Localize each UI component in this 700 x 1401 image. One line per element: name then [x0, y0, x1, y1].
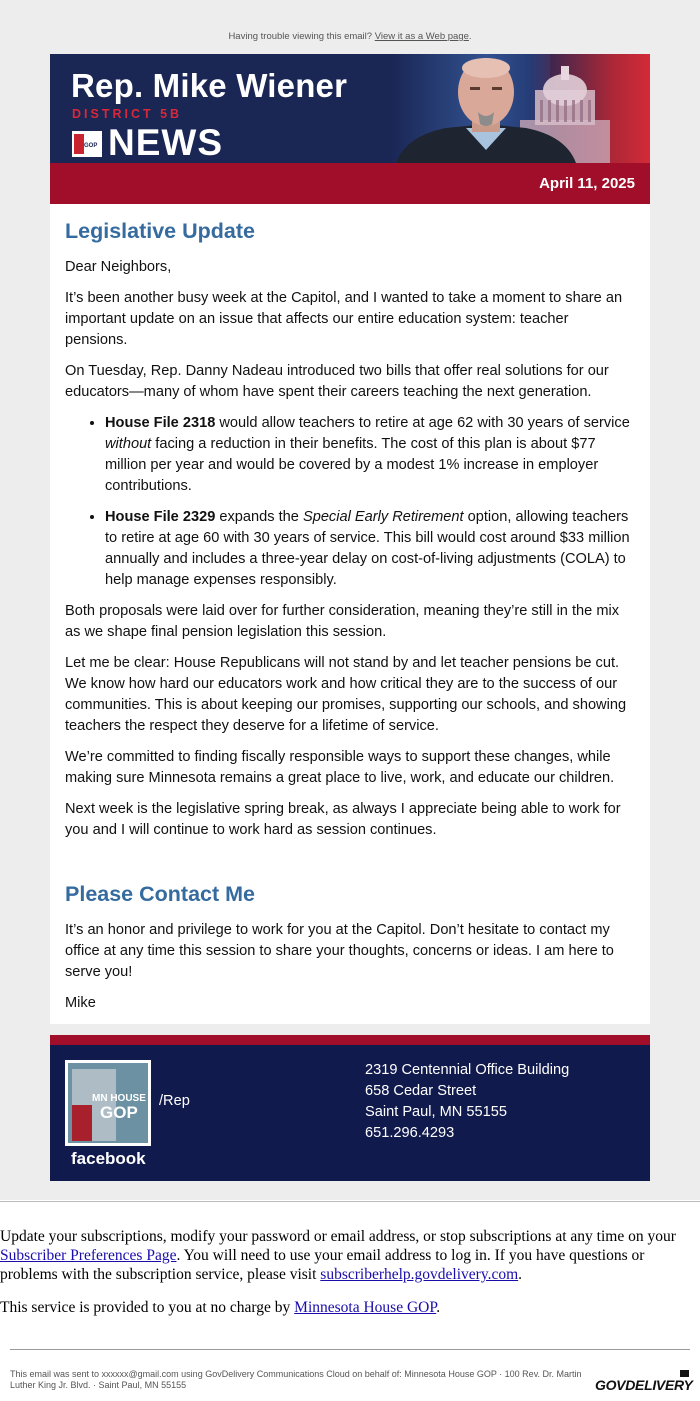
- email-body: [50, 204, 650, 1014]
- office-address: 2319 Centennial Office Building 658 Cedar Street Saint Paul, MN 55155 651.296.4293: [365, 1060, 569, 1144]
- newsletter-banner: [50, 54, 650, 163]
- email-footer: [50, 1045, 650, 1181]
- facebook-handle[interactable]: /Rep: [159, 1093, 190, 1109]
- mn-house-gop-logo[interactable]: MN HOUSE GOP: [65, 1060, 151, 1146]
- divider: [0, 1201, 700, 1202]
- subscriber-preferences-link[interactable]: Subscriber Preferences Page: [0, 1247, 177, 1264]
- date-band: [50, 163, 650, 204]
- legal-notice: This email was sent to xxxxxx@gmail.com using GovDelivery Communications Cloud on behalf of: Minnesota House GOP · 100 Rev. Dr. Martin Luther King Jr. Blvd. · Saint Paul, MN 55155: [10, 1369, 582, 1390]
- preheader-text: Having trouble viewing this email?: [228, 31, 373, 42]
- facebook-link[interactable]: facebook: [71, 1149, 146, 1168]
- district-label: DISTRICT 5B: [72, 107, 183, 121]
- paragraph: On Tuesday, Rep. Danny Nadeau introduced two bills that offer real solutions for our educators—many of whom have spent their careers teaching the next generation.: [65, 363, 609, 400]
- list-item: • House File 2329 expands the Special Early Retirement option, allowing teachers to retire at age 60 with 30 years of service. This bill would cost around $33 million annually and includes a three-year delay on cost-of-living adjustments (COLA) to help manage expenses responsibly.: [105, 507, 635, 591]
- gop-logo-icon: GOP: [72, 131, 102, 157]
- paragraph: It’s an honor and privilege to work for you at the Capitol. Don’t hesitate to contact my office at any time this session to share your thoughts, concerns or ideas. I am here to serve you!: [65, 922, 614, 980]
- bill-name: House File 2329: [105, 509, 216, 525]
- paragraph: Next week is the legislative spring break, as always I appreciate being able to work for you and I will continue to work hard as session continues.: [65, 801, 621, 838]
- bill-name: House File 2318: [105, 415, 216, 431]
- issue-date: April 11, 2025: [539, 175, 635, 192]
- signature: Mike: [65, 995, 96, 1011]
- heading-legislative-update: Legislative Update: [65, 219, 255, 243]
- paragraph: Both proposals were laid over for further consideration, meaning they’re still in the mix as we shape final pension legislation this session.: [65, 603, 620, 640]
- paragraph: We’re committed to finding fiscally responsible ways to support these changes, while making sure Minnesota remains a great place to live, work, and educate our children.: [65, 749, 615, 786]
- email-container: [50, 54, 650, 1024]
- view-web-page-link[interactable]: View it as a Web page: [374, 31, 469, 42]
- minnesota-house-gop-link[interactable]: Minnesota House GOP: [294, 1299, 437, 1316]
- banner-title: Rep. Mike Wiener: [71, 67, 348, 104]
- subscriber-help-link[interactable]: subscriberhelp.govdelivery.com: [320, 1266, 519, 1283]
- paragraph: Let me be clear: House Republicans will not stand by and let teacher pensions be cut. We know how hard our educators work and how critical they are to the success of our communities. This is about keeping our promises, supporting our schools, and showing teachers the respect they deserve for a lifetime of service.: [65, 655, 627, 734]
- divider: [10, 1349, 690, 1350]
- govdelivery-logo[interactable]: GOVDELIVERY: [595, 1377, 693, 1393]
- greeting: Dear Neighbors,: [65, 259, 172, 275]
- phone-number: 651.296.4293: [365, 1125, 455, 1141]
- envelope-icon: [680, 1370, 689, 1377]
- preheader: Having trouble viewing this email? View it as a Web page.: [228, 31, 472, 42]
- subscription-info: Update your subscriptions, modify your password or email address, or stop subscriptions at any time on your Subscriber Preferences Page. You will need to use your email address to log in. If you have questions or problems with the subscription service, please visit subscriberhelp.govdelivery.com. This service is provided to you at no charge by Minnesota House GOP.: [0, 1228, 676, 1316]
- news-label: NEWS: [108, 122, 223, 163]
- bill-list: [65, 413, 635, 591]
- representative-photo: [386, 54, 586, 163]
- heading-contact: Please Contact Me: [65, 882, 255, 906]
- footer-band: [50, 1035, 650, 1045]
- list-item: • House File 2318 would allow teachers to retire at age 62 with 30 years of service without facing a reduction in their benefits. The cost of this plan is about $77 million per year and would be covered by a modest 1% increase in employer contributions.: [105, 413, 635, 497]
- paragraph: It’s been another busy week at the Capitol, and I wanted to take a moment to share an important update on an issue that affects our entire education system: teacher pensions.: [65, 290, 623, 348]
